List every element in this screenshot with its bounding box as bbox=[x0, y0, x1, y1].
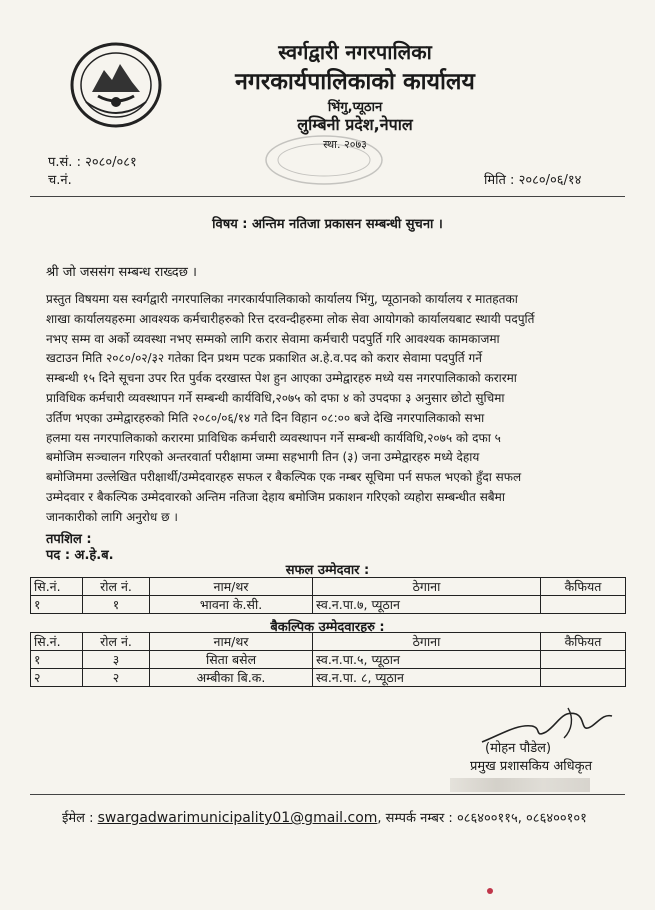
dispatch-number: च.नं. bbox=[48, 173, 72, 188]
body-line: बमोजिममा उल्लेखित परीक्षार्थी/उम्मेदवारहरु सफल र बैकल्पिक एक नम्बर सूचिमा पर्न सफल भएको हुँदा सफल bbox=[46, 470, 522, 485]
signatory-name: (मोहन पौडेल) bbox=[485, 741, 552, 756]
successful-candidates-caption: सफल उम्मेदवार : bbox=[285, 563, 370, 578]
org-name-line2: नगरकार्यपालिकाको कार्यालय bbox=[235, 69, 475, 95]
cell-name: अम्बीका बि.क. bbox=[150, 669, 313, 687]
cell-remarks bbox=[541, 669, 626, 687]
body-line: सम्बन्धी १५ दिने सूचना उपर रित पुर्वक दरखास्त पेश हुन आएका उम्मेद्वारहरु मध्ये यस नगरपालिकाको करारमा bbox=[46, 371, 517, 386]
letter-date: मिति : २०८०/०६/१४ bbox=[484, 173, 582, 188]
table-row bbox=[31, 596, 626, 614]
ink-dot bbox=[487, 888, 493, 894]
contact-numbers: , सम्पर्क नम्बर : ०८६४००११५, ०८६४००१०१ bbox=[377, 811, 587, 826]
alternate-candidates-table bbox=[30, 632, 626, 687]
cell-address: स्व.न.पा.५, प्यूठान bbox=[313, 651, 541, 669]
body-line: बमोजिम सञ्चालन गरिएको अन्तरवार्ता परीक्षामा जम्मा सहभागी तिन (३) जना उम्मेद्वारहरु मध्ये देहाय bbox=[46, 450, 480, 465]
cell-serial: २ bbox=[31, 669, 83, 687]
org-place: भिंगु,प्यूठान bbox=[327, 100, 383, 115]
body-line: नभए सम्म वा अर्को व्यवस्था नभए सम्मको लागि करार सेवामा कर्मचारी पदपुर्ति गरि आवश्यक कामकाजमा bbox=[46, 331, 500, 346]
body-line: खटाउन मिति २०८०/०२/३२ गतेका दिन प्रथम पटक प्रकाशित अ.हे.व.पद को करार सेवामा पदपुर्ति गर्ने bbox=[46, 351, 482, 366]
col-serial: सि.नं. bbox=[31, 578, 83, 596]
table-row bbox=[31, 651, 626, 669]
body-line: उम्मेदवार र बैकल्पिक उम्मेदवारको अन्तिम नतिजा देहाय बमोजिम प्रकाशन गरिएको व्यहोरा सम्बन्धीत सबैमा bbox=[46, 489, 505, 504]
office-stamp bbox=[262, 132, 387, 187]
col-remarks: कैफियत bbox=[541, 578, 626, 596]
col-name: नाम/थर bbox=[150, 633, 313, 651]
cell-address: स्व.न.पा.७, प्यूठान bbox=[313, 596, 541, 614]
org-province: लुम्बिनी प्रदेश,नेपाल bbox=[297, 115, 413, 134]
body-line: उर्तिण भएका उम्मेद्वारहरुको मिति २०८०/०६/१४ गते दिन विहान ०८:०० बजे देखि नगरपालिकाको सभा bbox=[46, 410, 485, 425]
col-roll: रोल नं. bbox=[83, 578, 150, 596]
cell-remarks bbox=[541, 651, 626, 669]
col-remarks: कैफियत bbox=[541, 633, 626, 651]
post-label: पद : अ.हे.ब. bbox=[46, 548, 114, 563]
header-divider bbox=[30, 196, 625, 197]
col-serial: सि.नं. bbox=[31, 633, 83, 651]
cell-address: स्व.न.पा. ८, प्यूठान bbox=[313, 669, 541, 687]
body-line: जानकारीको लागि अनुरोध छ । bbox=[46, 509, 178, 524]
alternate-candidates-caption: बैकल्पिक उम्मेदवारहरु : bbox=[270, 620, 385, 635]
table-header-row bbox=[31, 578, 626, 596]
body-line: शाखा कार्यालयहरुमा आवश्यक कर्मचारीहरुको रित्त दरवन्दीहरुमा लोक सेवा आयोगको कार्यालयबाट स्थायी पदपुर्ति bbox=[46, 311, 535, 326]
body-line: हलमा यस नगरपालिकाको करारमा प्राविधिक कर्मचारी व्यवस्थापन गर्ने सम्बन्धी कार्यविधि,२०७५ को दफा ५ bbox=[46, 430, 501, 445]
col-address: ठेगाना bbox=[313, 578, 541, 596]
cell-name: भावना के.सी. bbox=[150, 596, 313, 614]
municipality-emblem bbox=[68, 40, 164, 130]
cell-remarks bbox=[541, 596, 626, 614]
footer-contact bbox=[62, 808, 587, 826]
col-roll: रोल नं. bbox=[83, 633, 150, 651]
reference-number: प.सं. : २०८०/०८१ bbox=[48, 155, 137, 170]
cell-roll: २ bbox=[83, 669, 150, 687]
cell-roll: १ bbox=[83, 596, 150, 614]
footer-divider bbox=[30, 794, 625, 795]
table-row bbox=[31, 669, 626, 687]
signatory-designation: प्रमुख प्रशासकिय अधिकृत bbox=[470, 759, 593, 774]
details-label: तपशिल : bbox=[46, 532, 92, 547]
successful-candidates-table bbox=[30, 577, 626, 614]
stamp-smudge bbox=[450, 778, 590, 792]
body-line: प्राविधिक कर्मचारी व्यवस्थापन गर्ने सम्बन्धी कार्यविधि,२०७५ को दफा ४ को उपदफा ३ अनुसार छोटो सुचिमा bbox=[46, 390, 505, 405]
col-name: नाम/थर bbox=[150, 578, 313, 596]
cell-name: सिता बसेल bbox=[150, 651, 313, 669]
email-label: ईमेल : bbox=[62, 811, 94, 826]
letter-greeting: श्री जो जससंग सम्बन्ध राख्दछ । bbox=[46, 265, 197, 280]
cell-roll: ३ bbox=[83, 651, 150, 669]
letter-subject: विषय : अन्तिम नतिजा प्रकासन सम्बन्धी सुचना । bbox=[212, 217, 443, 232]
col-address: ठेगाना bbox=[313, 633, 541, 651]
letter-body bbox=[46, 290, 618, 528]
email-link[interactable]: swargadwarimunicipality01@gmail.com bbox=[97, 810, 378, 826]
cell-serial: १ bbox=[31, 651, 83, 669]
org-name-line1: स्वर्गद्वारी नगरपालिका bbox=[278, 40, 432, 64]
cell-serial: १ bbox=[31, 596, 83, 614]
body-line: प्रस्तुत विषयमा यस स्वर्गद्वारी नगरपालिका नगरकार्यपालिकाको कार्यालय भिंगु, प्यूठानको कार्यालय र मातहतका bbox=[46, 292, 518, 306]
table-header-row bbox=[31, 633, 626, 651]
org-established-year: स्था. २०७३ bbox=[323, 138, 367, 151]
